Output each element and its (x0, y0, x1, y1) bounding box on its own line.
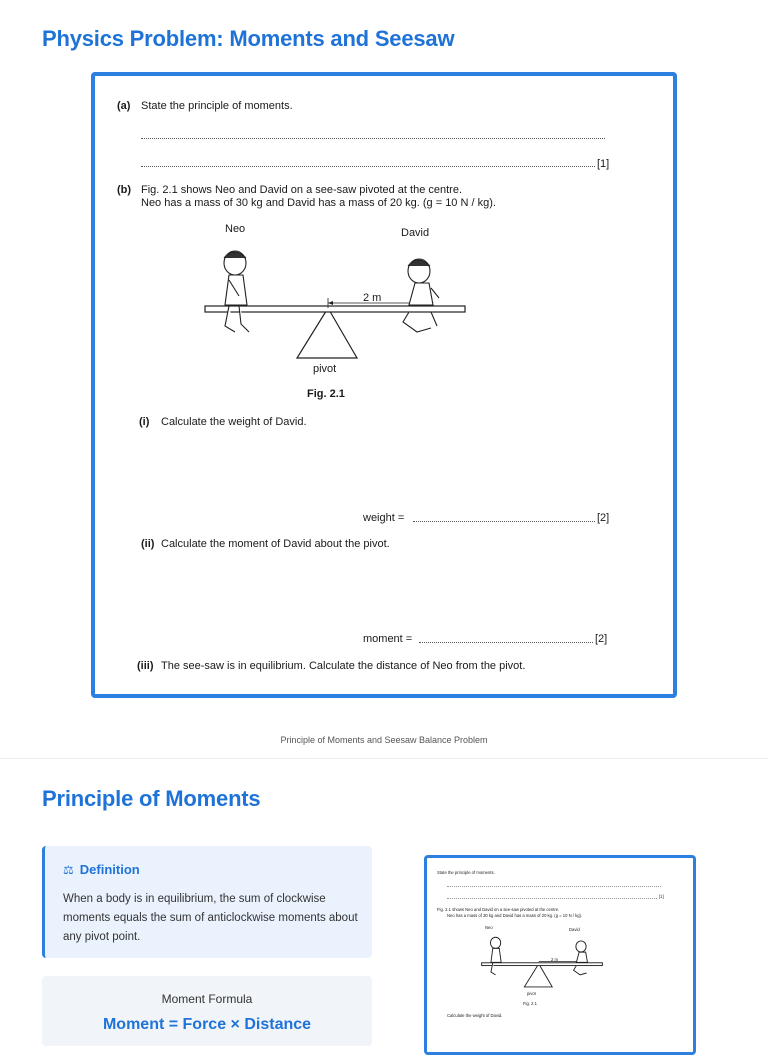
weight-answer-label: weight = (363, 512, 405, 524)
figure-label-david: David (401, 227, 430, 239)
moment-answer-line (419, 642, 593, 643)
thumb-part-a: State the principle of moments. (437, 870, 495, 875)
scales-icon: ⚖ (63, 863, 74, 877)
part-i-text: Calculate the weight of David. (161, 416, 307, 428)
section-title: Principle of Moments (42, 786, 261, 811)
part-ii-text: Calculate the moment of David about the pivot. (161, 538, 390, 550)
formula-line: Moment = Force × Distance (102, 1016, 312, 1033)
thumb-label-neo: Neo (485, 925, 493, 930)
part-ii-marks: [2] (595, 633, 608, 645)
figure-label-distance: 2 m (363, 292, 382, 304)
part-b-label: (b) (117, 184, 132, 196)
figure-label-pivot: pivot (313, 363, 337, 375)
part-iii-label: (iii) (137, 660, 154, 672)
definition-card (42, 846, 372, 958)
part-a-label: (a) (117, 100, 131, 112)
part-b-line1: Fig. 2.1 shows Neo and David on a see-saw pivoted at the centre. (141, 184, 463, 196)
thumb-part-b-line2: Neo has a mass of 30 kg and David has a mass of 20 kg. (g = 10 N / kg). (447, 913, 583, 918)
definition-heading (63, 862, 140, 877)
thumb-label-pivot: pivot (527, 991, 536, 996)
definition-heading-text: Definition (79, 862, 140, 877)
question-image (91, 72, 677, 698)
thumb-answer-line (447, 886, 661, 887)
moment-answer-label: moment = (363, 633, 413, 645)
figure-caption: Fig. 2.1 (307, 388, 345, 400)
definition-body: When a body is in equilibrium, the sum of clockwise moments equals the sum of anticlockwise moments about any pivot point. (63, 893, 358, 943)
part-i-label: (i) (139, 416, 150, 428)
thumb-part-i: Calculate the weight of David. (447, 1013, 503, 1018)
thumb-label-distance: 2 m (551, 957, 558, 962)
seesaw-diagram (195, 236, 475, 364)
part-a-text: State the principle of moments. (141, 100, 293, 112)
part-ii-label: (ii) (141, 538, 155, 550)
part-a-marks: [1] (597, 158, 610, 170)
part-i-marks: [2] (597, 512, 610, 524)
part-b-line2: Neo has a mass of 30 kg and David has a mass of 20 kg. (g = 10 N / kg). (141, 197, 496, 209)
thumb-part-b-line1: Fig. 2.1 shows Neo and David on a see-saw pivoted at the centre. (437, 907, 560, 912)
formula-title: Moment Formula (161, 992, 253, 1006)
answer-line (141, 166, 595, 167)
thumb-label-david: David (569, 927, 580, 932)
answer-line (141, 138, 605, 139)
thumb-part-a-marks: [1] (659, 894, 664, 899)
section-divider (0, 758, 768, 759)
formula-card (42, 976, 372, 1046)
thumb-seesaw-diagram (477, 930, 607, 990)
image-caption: Principle of Moments and Seesaw Balance Problem (280, 735, 488, 745)
figure-label-neo: Neo (225, 223, 246, 235)
thumb-figure-caption: Fig. 2.1 (523, 1001, 537, 1006)
exam-scan (95, 76, 673, 694)
page-title: Physics Problem: Moments and Seesaw (42, 26, 455, 51)
weight-answer-line (413, 521, 595, 522)
question-image-thumbnail (424, 855, 696, 1055)
thumb-answer-line (447, 898, 657, 899)
part-iii-text: The see-saw is in equilibrium. Calculate the distance of Neo from the pivot. (161, 660, 526, 672)
